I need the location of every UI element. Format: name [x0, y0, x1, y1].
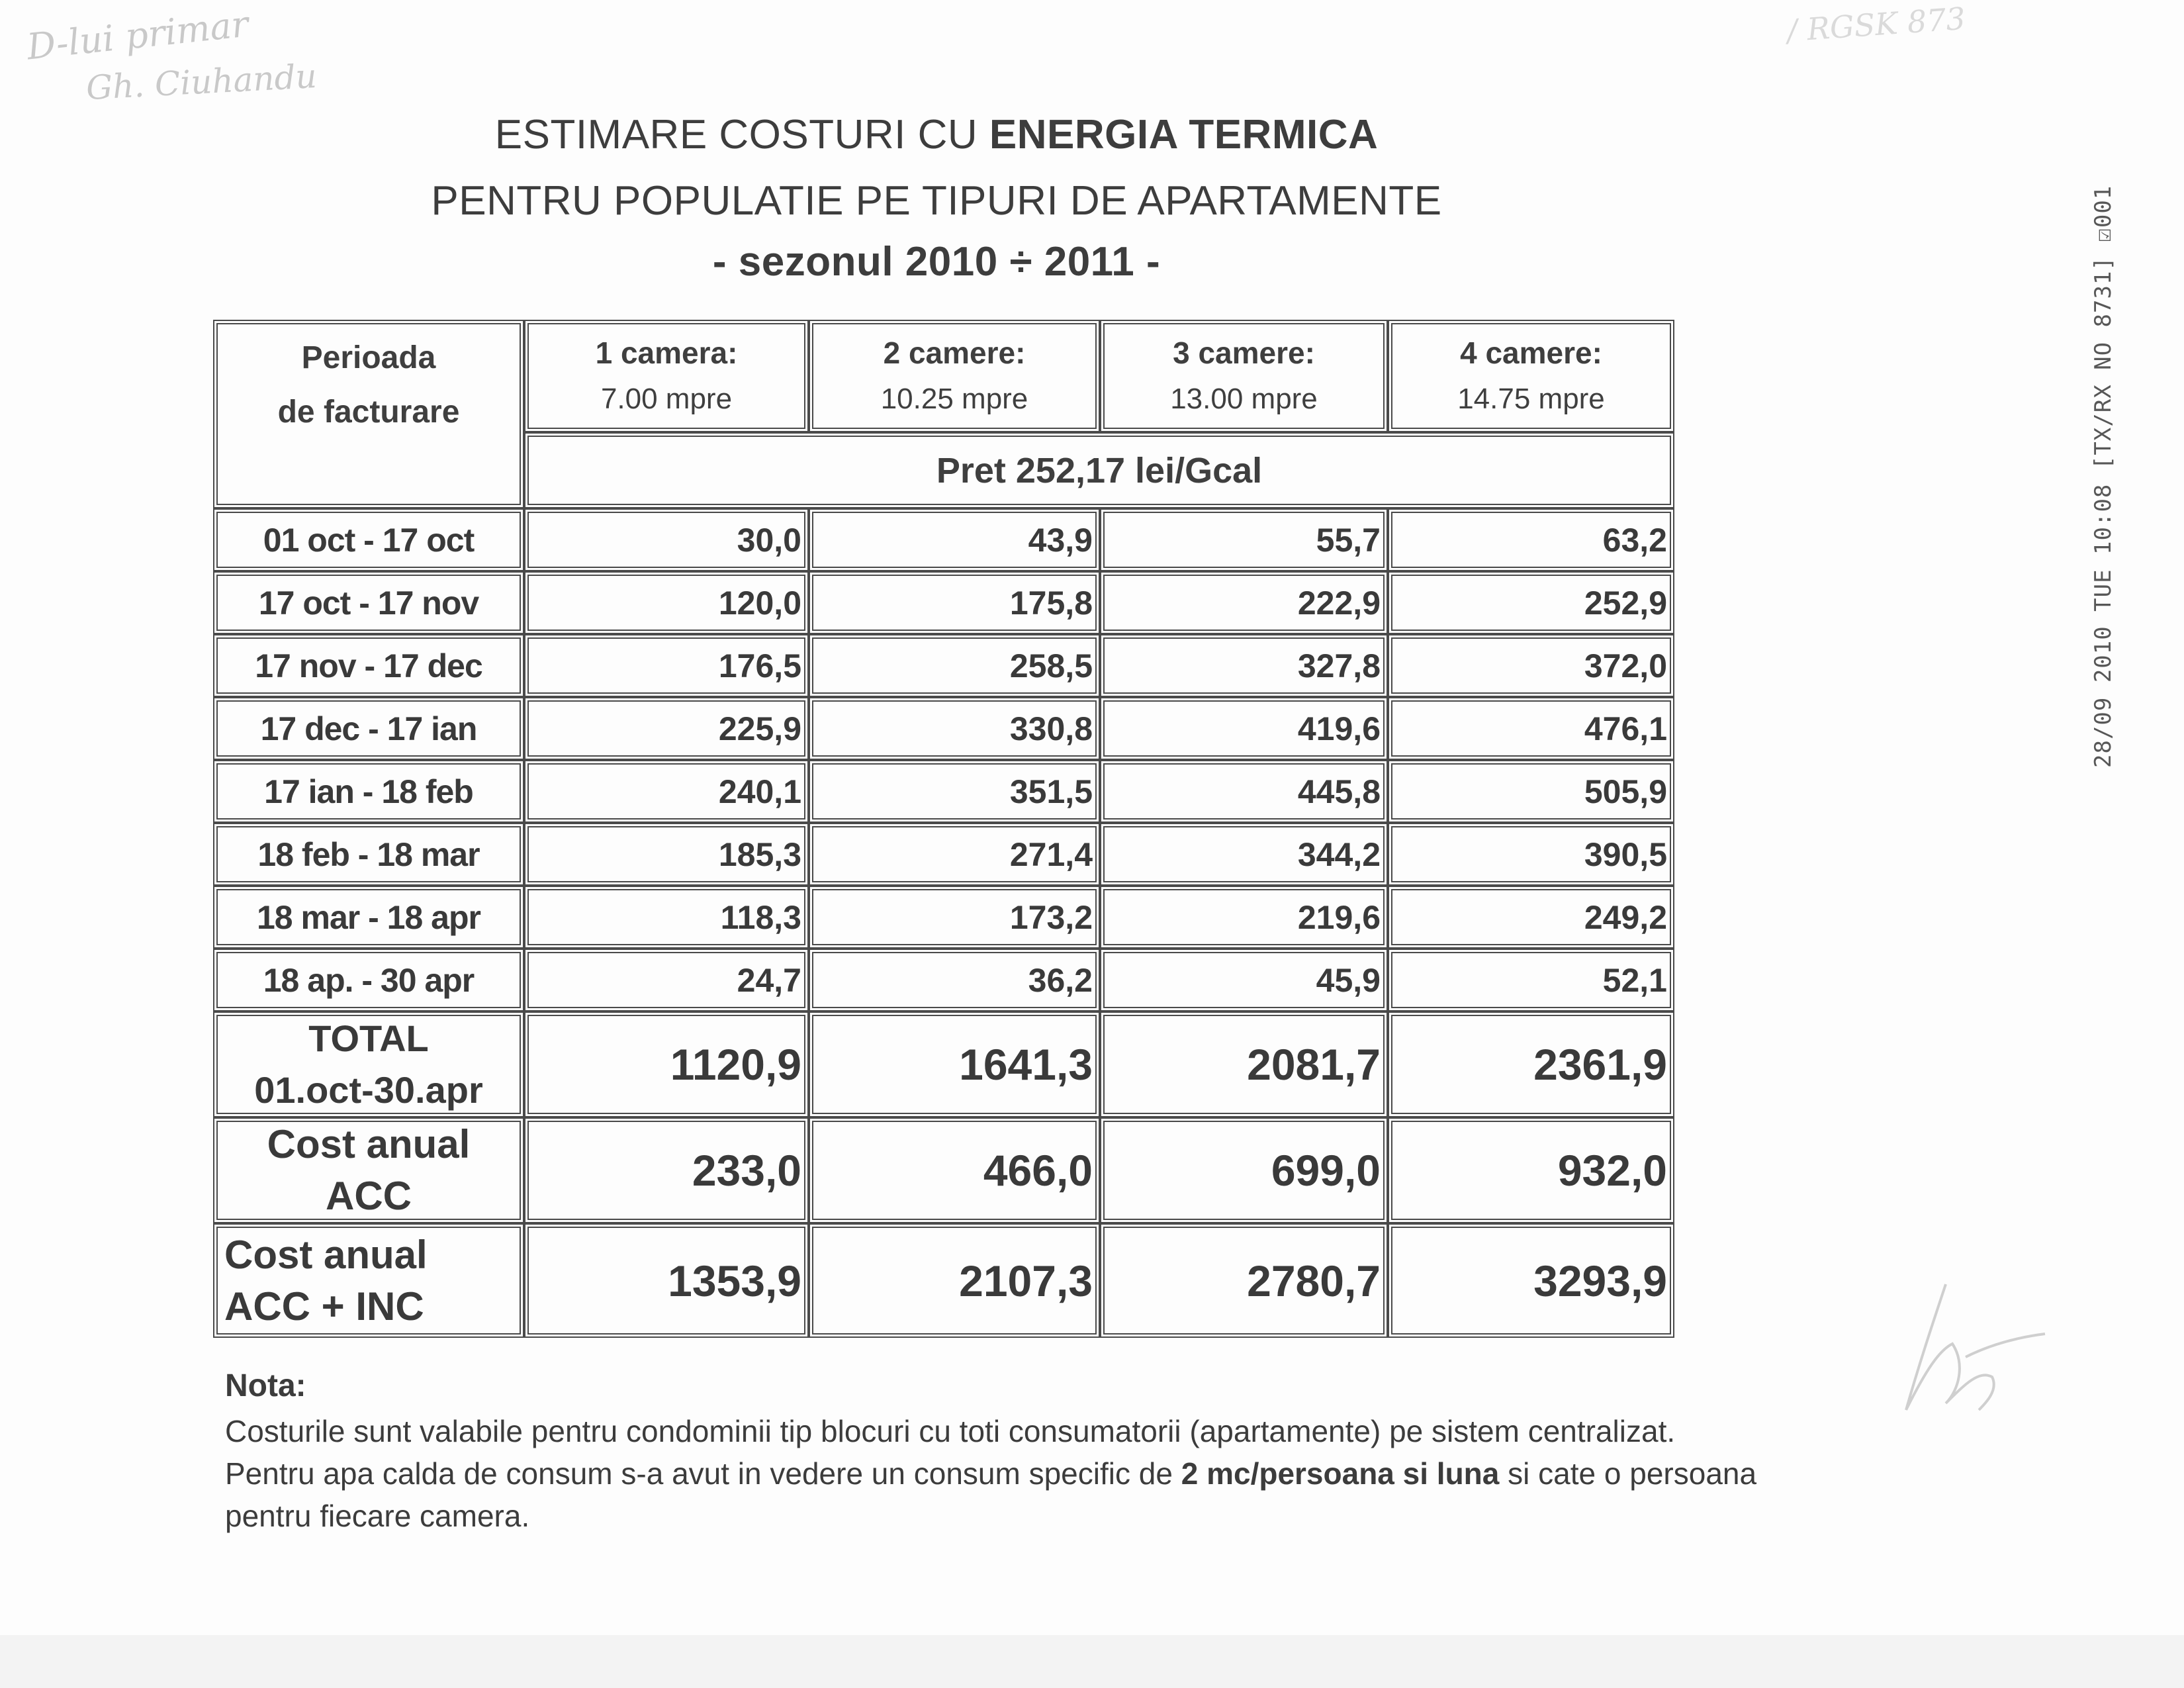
value-text: 63,2: [1602, 521, 1667, 559]
summary-value-text: 1353,9: [668, 1256, 801, 1305]
header-period-line-2: de facturare: [277, 395, 460, 430]
value-cell: [1100, 508, 1388, 571]
value-text: 327,8: [1297, 647, 1381, 684]
value-cell: [524, 634, 809, 697]
total-row-label-line-1: TOTAL: [308, 1017, 429, 1059]
title-prefix: ESTIMARE COSTURI CU: [494, 112, 978, 158]
summary-value-text: 2081,7: [1247, 1040, 1381, 1089]
cost-table: [213, 320, 1674, 1338]
value-text: 55,7: [1316, 521, 1381, 559]
period-label: 18 feb - 18 mar: [257, 835, 480, 873]
period-cell: [213, 823, 524, 886]
header-column-1: [524, 320, 809, 432]
value-text: 372,0: [1584, 647, 1667, 684]
header-column-label: 2 camere:: [883, 336, 1026, 370]
value-cell: [524, 823, 809, 886]
cost-acc-row-value: [524, 1117, 809, 1223]
nota-line-2-bold: 2 mc/persoana si luna: [1181, 1456, 1500, 1491]
value-text: 258,5: [1009, 647, 1093, 684]
summary-value-text: 233,0: [692, 1146, 801, 1195]
cost-acc-inc-row-label-line-2: ACC + INC: [224, 1284, 424, 1329]
value-cell: [1388, 760, 1674, 823]
period-cell: [213, 697, 524, 760]
total-row-value: [524, 1011, 809, 1117]
cost-acc-inc-row-value: [1388, 1223, 1674, 1338]
value-text: 225,9: [718, 710, 801, 747]
nota-line-1: Costurile sunt valabile pentru condominii tip blocuri cu toti consumatorii (apartamente) pe sistem centralizat.: [225, 1414, 1676, 1448]
value-text: 476,1: [1584, 710, 1667, 747]
price-label: Pret 252,17 lei/Gcal: [936, 450, 1263, 491]
period-label: 01 oct - 17 oct: [263, 521, 475, 559]
title-line-2: PENTRU POPULATIE PE TIPURI DE APARTAMENTE: [431, 178, 1442, 224]
value-text: 240,1: [718, 773, 801, 810]
value-cell: [809, 949, 1100, 1011]
header-column-2: [809, 320, 1100, 432]
summary-value-text: 2361,9: [1533, 1040, 1667, 1089]
header-column-label: 3 camere:: [1173, 336, 1315, 370]
value-text: 330,8: [1009, 710, 1093, 747]
value-text: 505,9: [1584, 773, 1667, 810]
value-cell: [809, 634, 1100, 697]
value-cell: [524, 697, 809, 760]
value-text: 390,5: [1584, 835, 1667, 873]
period-label: 18 ap. - 30 apr: [263, 961, 475, 999]
title-season: - sezonul 2010 ÷ 2011 -: [712, 239, 1161, 285]
value-cell: [1100, 571, 1388, 634]
value-cell: [524, 886, 809, 949]
header-column-4: [1388, 320, 1674, 432]
header-column-area: 13.00 mpre: [1170, 383, 1318, 415]
value-cell: [1388, 823, 1674, 886]
period-cell: [213, 634, 524, 697]
header-column-label: 1 camera:: [595, 336, 738, 370]
value-cell: [1100, 634, 1388, 697]
value-text: 36,2: [1028, 961, 1093, 999]
cost-acc-inc-row-label: [213, 1223, 524, 1338]
value-text: 176,5: [718, 647, 801, 684]
title-line-1: [0, 111, 1873, 158]
value-text: 219,6: [1297, 898, 1381, 936]
value-cell: [1388, 571, 1674, 634]
nota-line-2: [225, 1452, 1946, 1495]
scan-edge-band: [0, 1635, 2184, 1688]
price-row: [524, 432, 1674, 508]
total-row-value: [1388, 1011, 1674, 1117]
value-cell: [809, 508, 1100, 571]
value-cell: [1100, 823, 1388, 886]
cost-acc-inc-row-value: [1100, 1223, 1388, 1338]
total-row-label: [213, 1011, 524, 1117]
value-cell: [809, 886, 1100, 949]
value-cell: [524, 949, 809, 1011]
value-cell: [1388, 508, 1674, 571]
value-cell: [1100, 697, 1388, 760]
summary-value-text: 466,0: [983, 1146, 1093, 1195]
cost-acc-row-value: [1100, 1117, 1388, 1223]
cost-acc-row-label: [213, 1117, 524, 1223]
value-cell: [809, 823, 1100, 886]
fax-transmission-header: 28/09 2010 TUE 10:08 [TX/RX NO 8731] ☑001: [2090, 185, 2116, 768]
cost-acc-inc-row-value: [809, 1223, 1100, 1338]
value-cell: [524, 508, 809, 571]
period-cell: [213, 886, 524, 949]
value-cell: [1100, 949, 1388, 1011]
total-row-label-line-2: 01.oct-30.apr: [254, 1069, 483, 1111]
header-column-area: 14.75 mpre: [1457, 383, 1605, 415]
header-column-area: 7.00 mpre: [600, 383, 733, 415]
summary-value-text: 2780,7: [1247, 1256, 1381, 1305]
nota-heading: Nota:: [225, 1368, 306, 1403]
cost-acc-row-label-line-1: Cost anual: [267, 1122, 471, 1166]
nota-section: [225, 1365, 1946, 1537]
value-text: 222,9: [1297, 584, 1381, 622]
value-cell: [1388, 634, 1674, 697]
period-cell: [213, 949, 524, 1011]
nota-line-3: pentru fiecare camera.: [225, 1499, 530, 1533]
period-cell: [213, 571, 524, 634]
handwritten-note-3: / RGSK 873: [1786, 0, 1967, 49]
period-label: 17 oct - 17 nov: [258, 584, 479, 622]
value-cell: [524, 571, 809, 634]
summary-value-text: 932,0: [1557, 1146, 1667, 1195]
value-text: 52,1: [1602, 961, 1667, 999]
summary-value-text: 2107,3: [959, 1256, 1093, 1305]
period-label: 17 dec - 17 ian: [260, 710, 477, 747]
value-text: 43,9: [1028, 521, 1093, 559]
title-bold: ENERGIA TERMICA: [989, 112, 1379, 158]
value-text: 252,9: [1584, 584, 1667, 622]
summary-value-text: 1641,3: [959, 1040, 1093, 1089]
value-text: 118,3: [720, 898, 801, 936]
header-column-3: [1100, 320, 1388, 432]
value-cell: [524, 760, 809, 823]
value-cell: [1388, 697, 1674, 760]
summary-value-text: 3293,9: [1533, 1256, 1667, 1305]
header-period-line-1: Perioada: [301, 340, 436, 375]
period-cell: [213, 760, 524, 823]
value-text: 445,8: [1297, 773, 1381, 810]
total-row-value: [809, 1011, 1100, 1117]
handwritten-note-1: D-lui primar: [24, 3, 251, 68]
value-cell: [1388, 886, 1674, 949]
value-text: 173,2: [1009, 898, 1093, 936]
value-text: 30,0: [737, 521, 801, 559]
total-row-value: [1100, 1011, 1388, 1117]
value-text: 351,5: [1009, 773, 1093, 810]
summary-value-text: 699,0: [1271, 1146, 1381, 1195]
value-cell: [1100, 886, 1388, 949]
handwritten-note-2: Gh. Ciuhandu: [85, 56, 318, 108]
cost-acc-row-value: [809, 1117, 1100, 1223]
summary-value-text: 1120,9: [670, 1040, 801, 1089]
value-cell: [809, 760, 1100, 823]
nota-line-2-end: si cate o persoana: [1508, 1456, 1757, 1491]
period-label: 18 mar - 18 apr: [257, 898, 480, 936]
value-text: 249,2: [1584, 898, 1667, 936]
value-text: 175,8: [1009, 584, 1093, 622]
period-label: 17 ian - 18 feb: [264, 773, 473, 810]
value-text: 344,2: [1297, 835, 1381, 873]
period-label: 17 nov - 17 dec: [255, 647, 482, 684]
header-period: [213, 320, 524, 508]
period-cell: [213, 508, 524, 571]
header-column-label: 4 camere:: [1460, 336, 1602, 370]
value-text: 45,9: [1316, 961, 1381, 999]
value-cell: [809, 697, 1100, 760]
cost-acc-inc-row-value: [524, 1223, 809, 1338]
value-text: 419,6: [1297, 710, 1381, 747]
cost-acc-inc-row-label-line-1: Cost anual: [224, 1232, 428, 1277]
header-column-area: 10.25 mpre: [880, 383, 1028, 415]
value-cell: [1100, 760, 1388, 823]
cost-acc-row-value: [1388, 1117, 1674, 1223]
nota-line-2-start: Pentru apa calda de consum s-a avut in vedere un consum specific de: [225, 1456, 1173, 1491]
value-text: 271,4: [1009, 835, 1093, 873]
value-text: 24,7: [737, 961, 801, 999]
value-cell: [1388, 949, 1674, 1011]
value-text: 120,0: [718, 584, 801, 622]
cost-acc-row-label-line-2: ACC: [326, 1174, 412, 1218]
value-text: 185,3: [718, 835, 801, 873]
handwritten-signature: [1866, 1271, 2065, 1443]
value-cell: [809, 571, 1100, 634]
